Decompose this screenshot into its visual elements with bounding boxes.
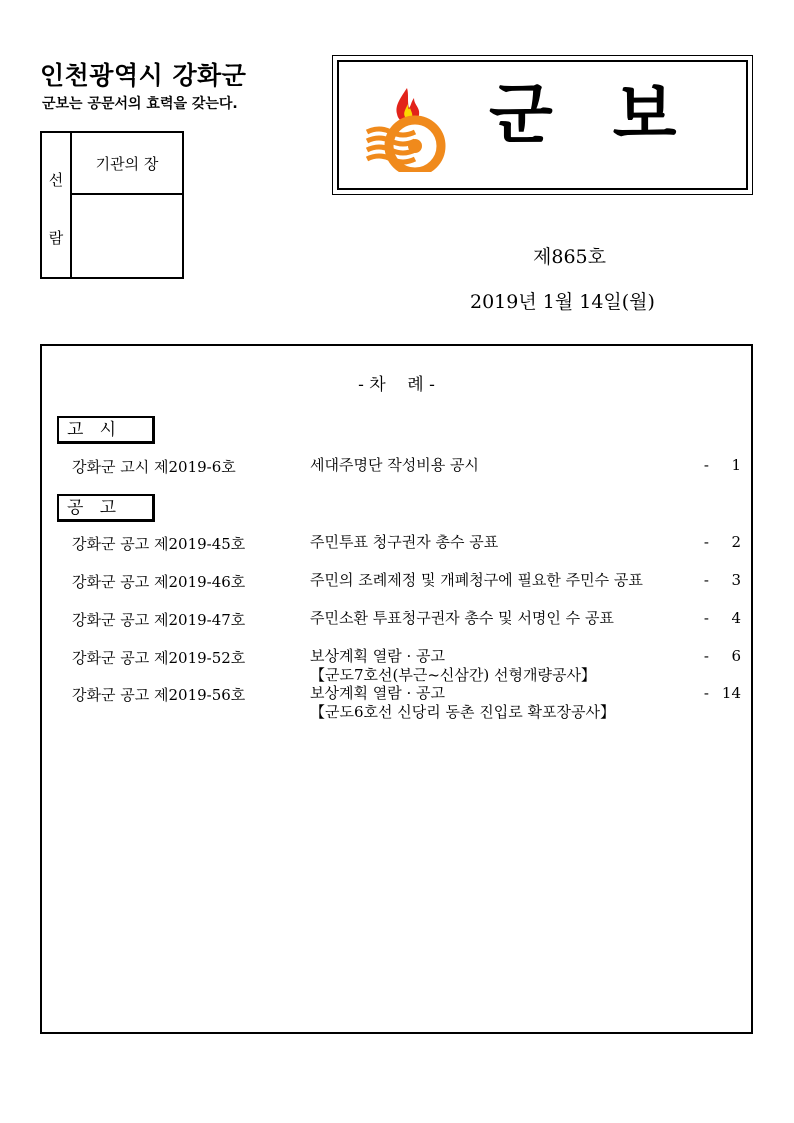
toc-item-dash: -: [703, 684, 709, 702]
toc-item-issuer: 강화군 공고 제2019-52호: [72, 649, 246, 667]
toc-item-issuer: 강화군 공고 제2019-47호: [72, 611, 246, 629]
toc-item-issuer: 강화군 고시 제2019-6호: [72, 458, 236, 476]
toc-item-titles: [310, 533, 498, 552]
toc-item-dash: -: [703, 456, 709, 474]
toc-item-title: 주민투표 청구권자 총수 공표: [310, 533, 499, 551]
toc-item-titles: [310, 684, 615, 722]
review-side-label-1: 선: [48, 171, 64, 189]
toc-item-title: 보상계획 열람 · 공고: [310, 684, 445, 702]
toc-item-page: 3: [731, 571, 741, 589]
issue-number: 제865호: [533, 246, 606, 268]
issue-date: 2019년 1월 14일(월): [470, 291, 655, 313]
org-subtitle: 군보는 공문서의 효력을 갖는다.: [42, 96, 238, 112]
review-approval-box: [40, 131, 184, 279]
toc-item-dash: -: [703, 571, 709, 589]
toc-item-title: 세대주명단 작성비용 공시: [310, 456, 479, 474]
toc-item-issuer: 강화군 공고 제2019-45호: [72, 535, 246, 553]
toc-item-dash: -: [703, 533, 709, 551]
section-header-notice: 고 시: [57, 416, 155, 444]
toc-item-dash: -: [703, 647, 709, 665]
toc-item-page: 2: [731, 533, 741, 551]
masthead: [332, 55, 753, 195]
toc-item-dash: -: [703, 609, 709, 627]
toc-item-page: 4: [731, 609, 741, 627]
ganghwa-county-emblem-icon: [365, 82, 451, 172]
toc-item-titles: [310, 609, 614, 628]
toc-item-page: 1: [731, 456, 741, 474]
toc-item-subtitle: 【군도6호선 신당리 동촌 진입로 확포장공사】: [310, 703, 615, 721]
toc-item-subtitle: 【군도7호선(부근~신삼간) 선형개량공사】: [310, 666, 596, 684]
toc-item-issuer: 강화군 공고 제2019-46호: [72, 573, 246, 591]
review-header-label: 기관의 장: [72, 133, 182, 195]
masthead-title: 군보: [489, 76, 737, 153]
review-side-column: [42, 133, 72, 277]
toc-item-titles: [310, 456, 479, 475]
toc-item-title: 주민소환 투표청구권자 총수 및 서명인 수 공표: [310, 609, 614, 627]
toc-item-title: 주민의 조례제정 및 개폐청구에 필요한 주민수 공표: [310, 571, 643, 589]
toc-item-page: 6: [731, 647, 741, 665]
toc-heading: - 차 례 -: [358, 375, 435, 395]
table-of-contents: [40, 344, 753, 1034]
toc-item-titles: [310, 571, 643, 590]
toc-item-titles: [310, 647, 596, 685]
toc-item-page: 14: [721, 684, 741, 702]
section-header-announcement: 공 고: [57, 494, 155, 522]
org-title: 인천광역시 강화군: [40, 61, 247, 90]
toc-item-title: 보상계획 열람 · 공고: [310, 647, 445, 665]
review-side-label-2: 람: [48, 229, 64, 247]
toc-item-issuer: 강화군 공고 제2019-56호: [72, 686, 246, 704]
